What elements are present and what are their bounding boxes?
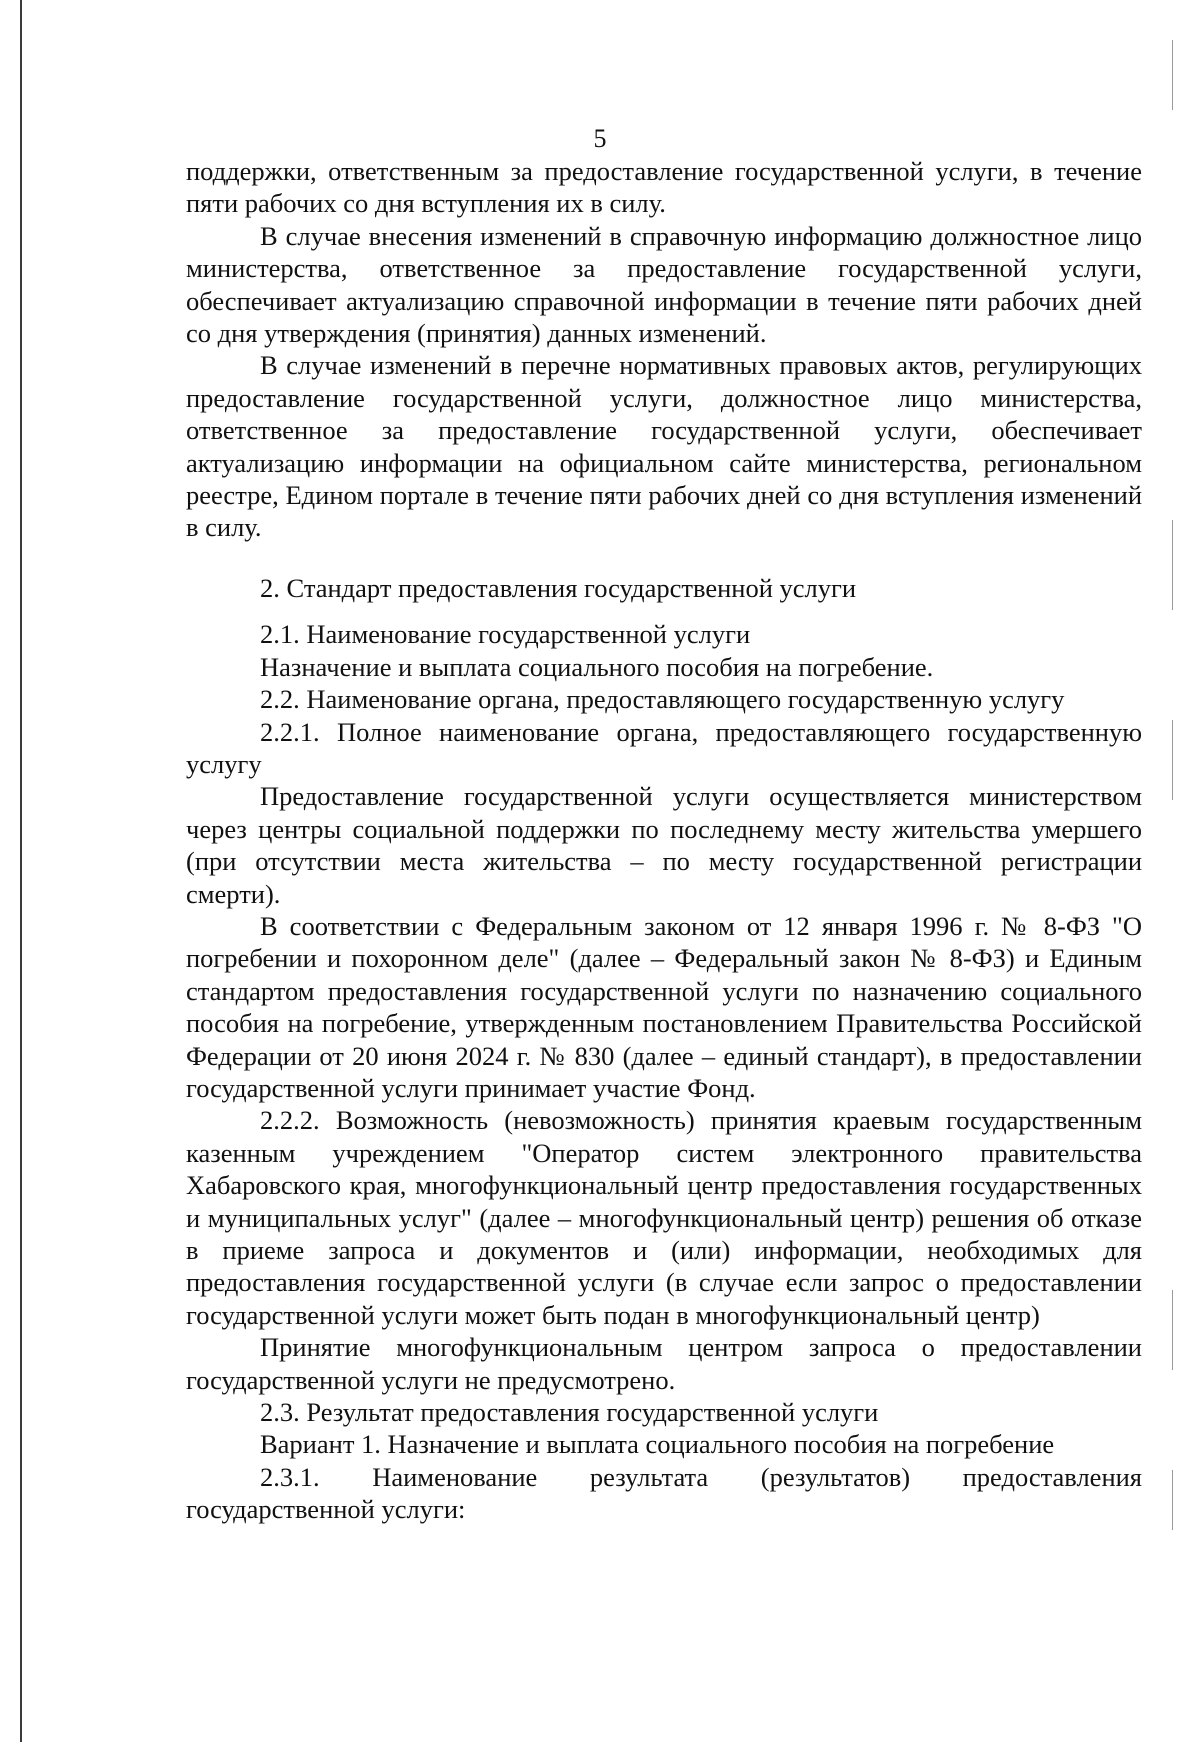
subsection-heading: 2.2. Наименование органа, предоставляющего государственную услугу xyxy=(260,684,1065,715)
paragraph-continuation: поддержки, ответственным за предоставление государственной услуги, в течение пяти рабочих со дня вступления их в силу. xyxy=(186,156,1142,219)
paragraph: В случае изменений в перечне нормативных правовых актов, регулирующих предоставление государственной услуги, должностное лицо министерства, ответственное за предоставление государственной услуги, обеспечивает актуализацию информации на официальном сайте министерства, региональном реестре, Едином портале в течение пяти рабочих дней со дня вступления изменений в силу. xyxy=(186,350,1142,543)
subsection-heading: 2.2.1. Полное наименование органа, предоставляющего государственную услугу xyxy=(186,716,1142,779)
paragraph: В соответствии с Федеральным законом от 12 января 1996 г. № 8-ФЗ "О погребении и похоронном деле" (далее – Федеральный закон № 8-ФЗ) и Единым стандартом предоставления государственной услуги по назначению социального пособия на погребение, утвержденным постановлением Правительства Российской Федерации от 20 июня 2024 г. № 830 (далее – единый стандарт), в предоставлении государственной услуги принимает участие Фонд. xyxy=(186,910,1142,1103)
subsection-heading: 2.3. Результат предоставления государственной услуги xyxy=(260,1397,879,1428)
paragraph: 2.3.1. Наименование результата (результатов) предоставления государственной услуги: xyxy=(186,1461,1142,1525)
paragraph: 2.2.2. Возможность (невозможность) принятия краевым государственным казенным учреждением "Оператор систем электронного правительства Хабаровского края, многофункциональный центр предоставления государственных и муниципальных услуг" (далее – многофункциональный центр) решения об отказе в приеме запроса и документов и (или) информации, необходимых для предоставления государственной услуги (в случае если запрос о предоставлении государственной услуги может быть подан в многофункциональный центр) xyxy=(186,1105,1142,1330)
section-heading: 2. Стандарт предоставления государственной услуги xyxy=(260,572,857,603)
paragraph: Принятие многофункциональным центром запроса о предоставлении государственной услуги не предусмотрено. xyxy=(186,1332,1142,1395)
paragraph: Назначение и выплата социального пособия на погребение. xyxy=(260,651,934,682)
scan-page-edge-right xyxy=(1172,520,1173,610)
scan-page-edge-right xyxy=(1172,720,1173,800)
page-number: 5 xyxy=(593,124,607,153)
scan-page-edge-right xyxy=(1172,1470,1173,1530)
scan-page-edge-right xyxy=(1172,40,1173,110)
document-body xyxy=(186,155,1142,1526)
subsection-heading: 2.1. Наименование государственной услуги xyxy=(260,619,751,650)
paragraph: Предоставление государственной услуги осуществляется министерством через центры социальной поддержки по последнему месту жительства умершего (при отсутствии места жительства – по месту государственной регистрации смерти). xyxy=(186,781,1142,909)
scan-page-edge-right xyxy=(1172,1290,1173,1370)
paragraph: Вариант 1. Назначение и выплата социального пособия на погребение xyxy=(260,1429,1055,1460)
scan-page-edge-left xyxy=(20,0,22,1742)
paragraph: В случае внесения изменений в справочную информацию должностное лицо министерства, ответственное за предоставление государственной услуги, обеспечивает актуализацию справочной информации в течение пяти рабочих дней со дня утверждения (принятия) данных изменений. xyxy=(186,220,1142,349)
